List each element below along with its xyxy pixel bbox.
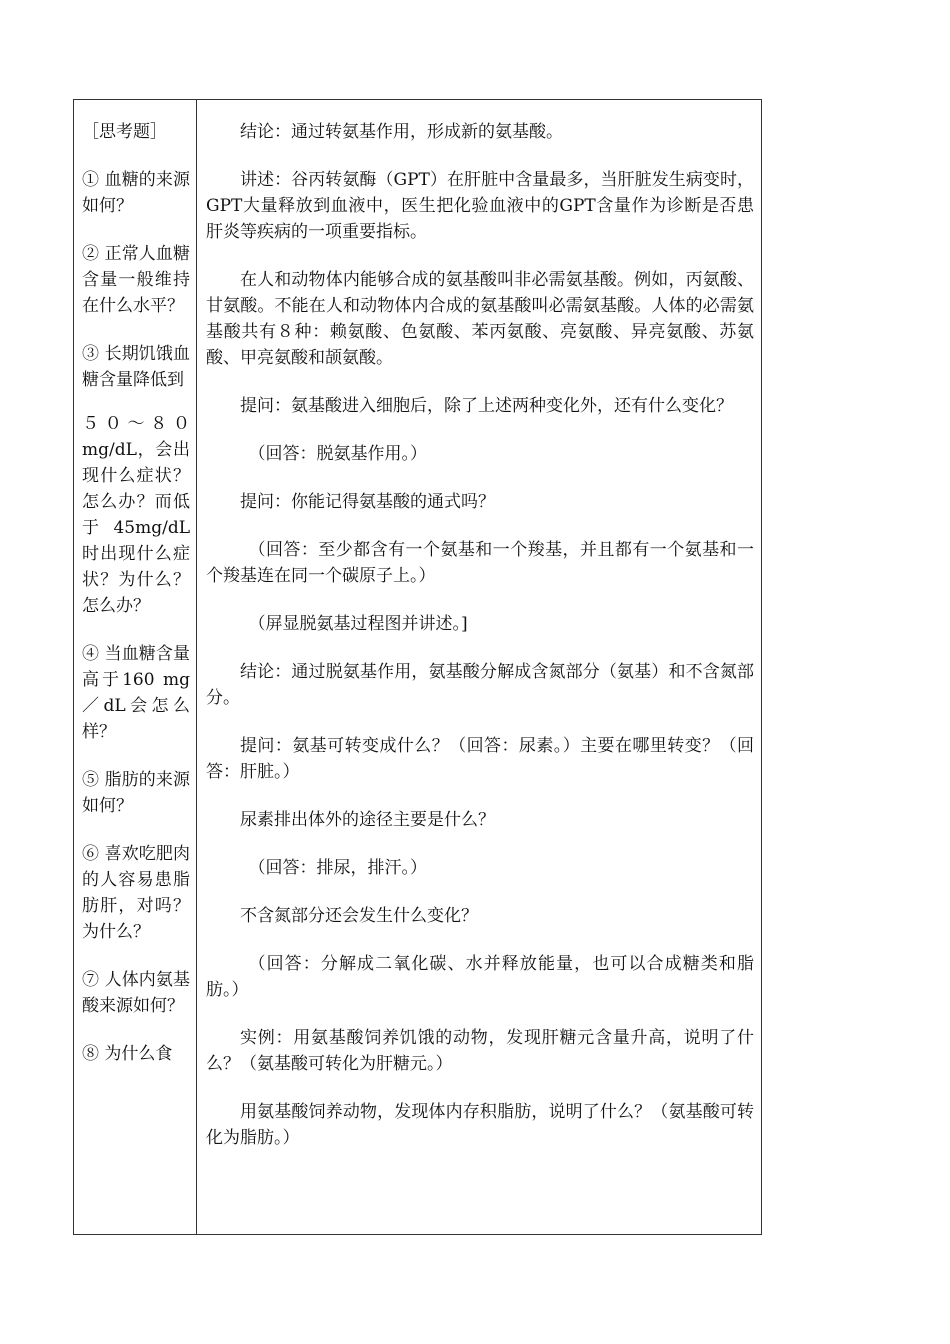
paragraph: 讲述：谷丙转氨酶（GPT）在肝脏中含量最多，当肝脏发生病变时， GPT大量释放到血液中，医生把化验血液中的GPT含量作为诊断是否患肝炎等疾病的一项重要指标。 [206,170,754,242]
questions-column [82,119,190,1089]
paragraph: 实例：用氨基酸饲养饥饿的动物，发现肝糖元含量升高，说明了什么？（氨基酸可转化为肝糖元。） [206,1028,754,1074]
paragraph: （回答：排尿，排汗。） [248,858,427,878]
paragraph: 结论：通过转氨基作用，形成新的氨基酸。 [240,122,563,142]
paragraph: 提问：氨基酸进入细胞后，除了上述两种变化外，还有什么变化？ [240,396,733,416]
paragraph: 在人和动物体内能够合成的氨基酸叫非必需氨基酸。例如，丙氨酸、甘氨酸。不能在人和动物体内合成的氨基酸叫必需氨基酸。人体的必需氨基酸共有８种：赖氨酸、色氨酸、苯丙氨酸、亮氨酸、异亮氨酸、苏氨酸、甲亮氨酸和颉氨酸。 [206,270,754,368]
paragraph: 提问：氨基可转变成什么？（回答：尿素。）主要在哪里转变？（回答：肝脏。） [206,736,754,782]
question-item: ③ 长期饥饿血糖含量降低到 [82,344,190,390]
paragraph: 提问：你能记得氨基酸的通式吗？ [240,492,495,512]
question-item: ⑤ 脂肪的来源如何？ [82,770,190,816]
question-item: ② 正常人血糖含量一般维持在什么水平？ [82,244,190,316]
paragraph: 不含氮部分还会发生什么变化？ [240,906,478,926]
question-item: ① 血糖的来源如何？ [82,170,190,216]
question-item: ⑦ 人体内氨基酸来源如何？ [82,970,190,1016]
paragraph: （回答：至少都含有一个氨基和一个羧基，并且都有一个氨基和一个羧基连在同一个碳原子上。） [206,540,754,586]
question-item: ⑥ 喜欢吃肥肉的人容易患脂肪肝，对吗？为什么？ [82,844,190,942]
question-item: ⑧ 为什么食 [82,1044,173,1064]
paragraph: 用氨基酸饲养动物，发现体内存积脂肪，说明了什么？（氨基酸可转化为脂肪。） [206,1102,754,1148]
content-column [206,119,754,1173]
paragraph: （回答：分解成二氧化碳、水并释放能量，也可以合成糖类和脂肪。） [206,954,754,1000]
questions-title: ［思考题］ [82,122,167,142]
paragraph: （回答：脱氨基作用。） [248,444,427,464]
column-divider [196,99,197,1235]
paragraph: （屏显脱氨基过程图并讲述。] [248,614,468,634]
question-item: ５０～８０mg/dL，会出现什么症状？怎么办？而低于45mg/dL时出现什么症状？为什么？怎么办？ [82,414,190,616]
paragraph: 结论：通过脱氨基作用，氨基酸分解成含氮部分（氨基）和不含氮部分。 [206,662,754,708]
question-item: ④ 当血糖含量高于160 mg／dL会怎么样？ [82,644,190,742]
paragraph: 尿素排出体外的途径主要是什么？ [240,810,495,830]
